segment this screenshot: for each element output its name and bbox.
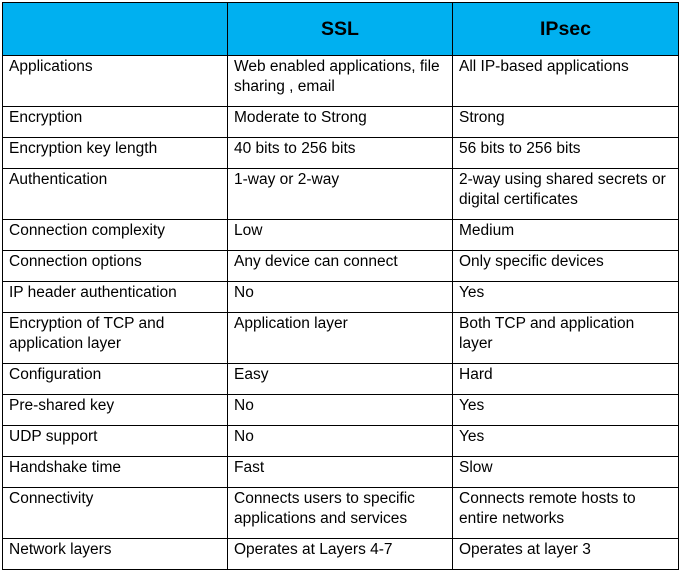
cell-ipsec: 2-way using shared secrets or digital certificates — [453, 169, 679, 220]
cell-feature: Encryption of TCP and application layer — [3, 313, 228, 364]
header-cell-feature — [3, 3, 228, 56]
cell-feature: Connection complexity — [3, 220, 228, 251]
header-cell-ipsec: IPsec — [453, 3, 679, 56]
cell-ipsec: Both TCP and application layer — [453, 313, 679, 364]
cell-ssl: No — [228, 395, 453, 426]
table-row — [3, 56, 679, 107]
cell-ipsec: Slow — [453, 457, 679, 488]
table-row — [3, 138, 679, 169]
cell-ssl: Any device can connect — [228, 251, 453, 282]
comparison-table — [2, 2, 679, 570]
table-body — [3, 56, 679, 570]
cell-ssl: Web enabled applications, file sharing , email — [228, 56, 453, 107]
cell-ssl: No — [228, 282, 453, 313]
cell-ipsec: Connects remote hosts to entire networks — [453, 488, 679, 539]
cell-feature: Encryption key length — [3, 138, 228, 169]
cell-ssl: No — [228, 426, 453, 457]
cell-feature: Connection options — [3, 251, 228, 282]
cell-ipsec: 56 bits to 256 bits — [453, 138, 679, 169]
cell-ssl: Application layer — [228, 313, 453, 364]
cell-ssl: Easy — [228, 364, 453, 395]
cell-feature: Authentication — [3, 169, 228, 220]
table-row — [3, 488, 679, 539]
table-row — [3, 282, 679, 313]
cell-feature: Encryption — [3, 107, 228, 138]
cell-ipsec: Strong — [453, 107, 679, 138]
cell-feature: Handshake time — [3, 457, 228, 488]
header-cell-ssl: SSL — [228, 3, 453, 56]
cell-ipsec: Hard — [453, 364, 679, 395]
table-row — [3, 364, 679, 395]
cell-ssl: Connects users to specific applications and services — [228, 488, 453, 539]
cell-ipsec: Operates at layer 3 — [453, 539, 679, 570]
table-row — [3, 313, 679, 364]
cell-ssl: Fast — [228, 457, 453, 488]
cell-feature: UDP support — [3, 426, 228, 457]
cell-ssl: 40 bits to 256 bits — [228, 138, 453, 169]
cell-feature: IP header authentication — [3, 282, 228, 313]
cell-ssl: Operates at Layers 4-7 — [228, 539, 453, 570]
cell-feature: Connectivity — [3, 488, 228, 539]
table-row — [3, 107, 679, 138]
table-row — [3, 251, 679, 282]
cell-ipsec: Only specific devices — [453, 251, 679, 282]
table-row — [3, 539, 679, 570]
cell-ipsec: Yes — [453, 426, 679, 457]
cell-ipsec: Yes — [453, 395, 679, 426]
cell-ipsec: All IP-based applications — [453, 56, 679, 107]
table-row — [3, 457, 679, 488]
cell-feature: Configuration — [3, 364, 228, 395]
cell-feature: Network layers — [3, 539, 228, 570]
cell-ssl: Moderate to Strong — [228, 107, 453, 138]
cell-ssl: Low — [228, 220, 453, 251]
cell-ipsec: Medium — [453, 220, 679, 251]
header-row — [3, 3, 679, 56]
cell-feature: Applications — [3, 56, 228, 107]
table-row — [3, 169, 679, 220]
cell-ipsec: Yes — [453, 282, 679, 313]
table-row — [3, 395, 679, 426]
cell-feature: Pre-shared key — [3, 395, 228, 426]
table-header — [3, 3, 679, 56]
cell-ssl: 1-way or 2-way — [228, 169, 453, 220]
table-row — [3, 220, 679, 251]
table-row — [3, 426, 679, 457]
